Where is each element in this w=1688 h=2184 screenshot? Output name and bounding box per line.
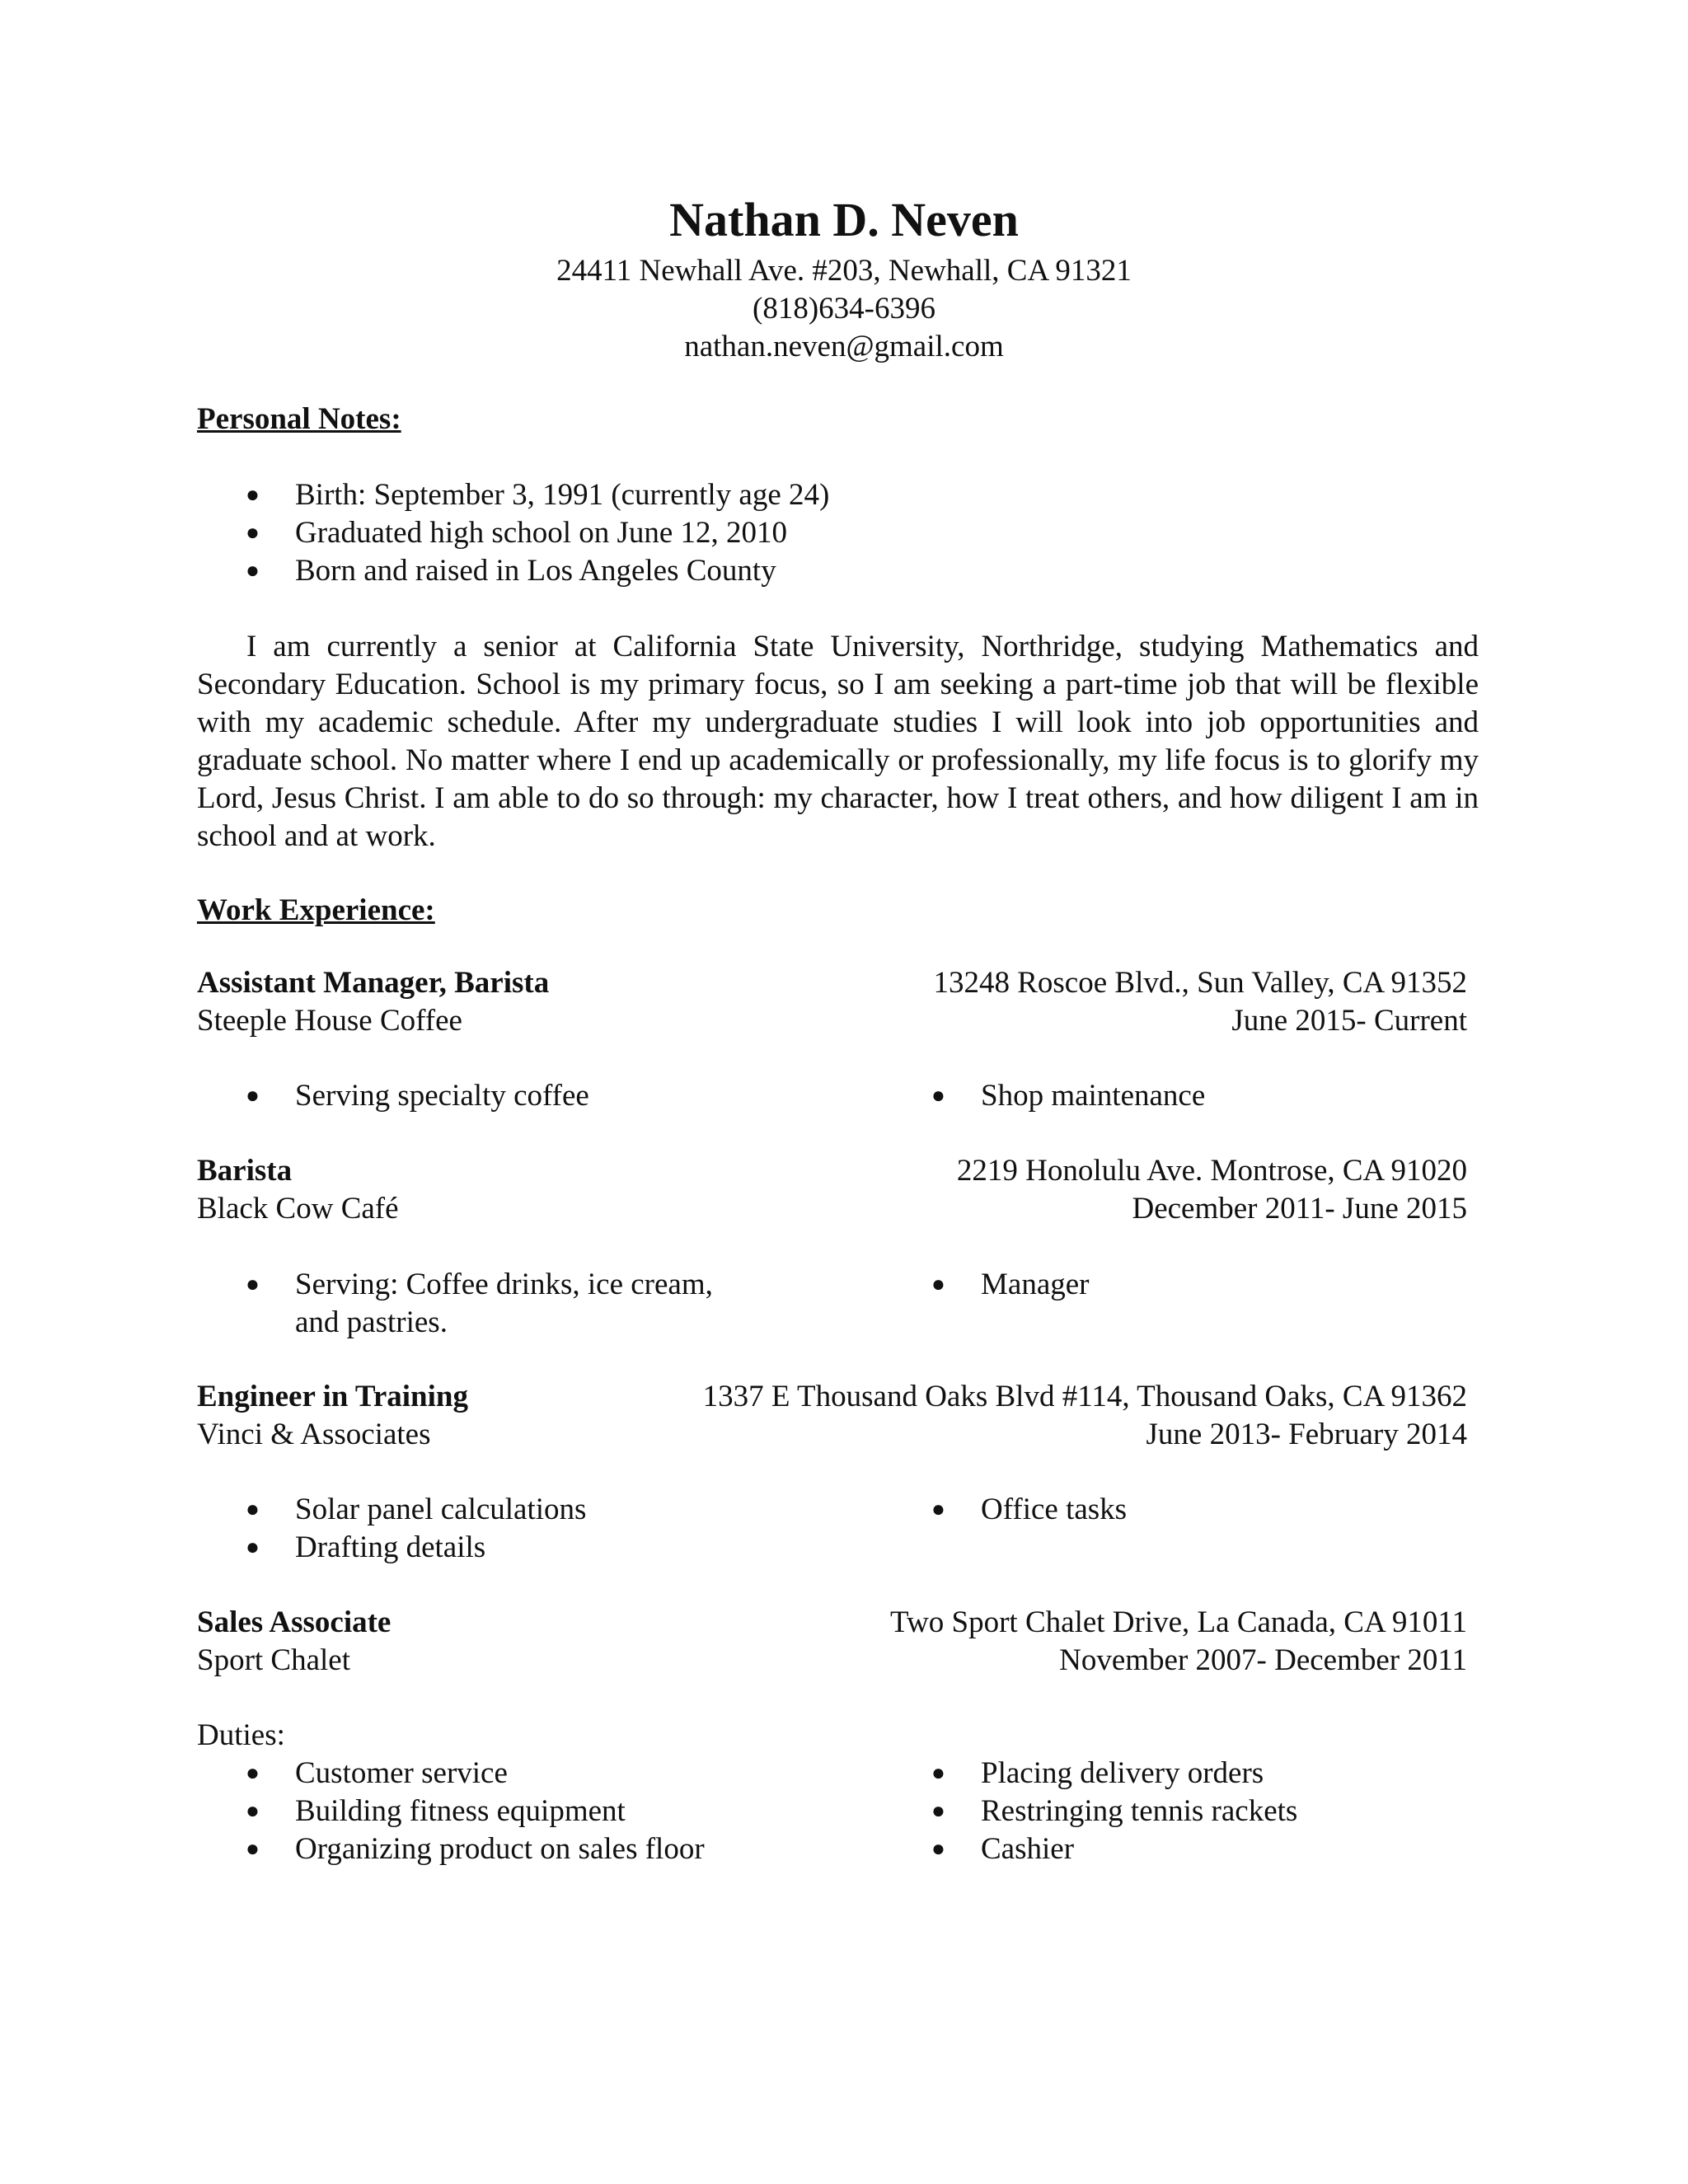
job-2-duties-left	[246, 1266, 790, 1342]
job-company: Vinci & Associates	[197, 1418, 431, 1451]
job-4-title-row	[197, 1604, 1467, 1642]
list-item: ● Solar panel calculations	[246, 1491, 823, 1529]
job-company: Black Cow Café	[197, 1192, 399, 1226]
list-item: ● Manager	[931, 1266, 1508, 1304]
list-item: ● Customer service	[246, 1755, 823, 1793]
job-2-duties-right	[931, 1266, 1508, 1304]
personal-notes-list	[246, 476, 1400, 590]
job-1-title-row	[197, 964, 1467, 1002]
job-1-duties-right	[931, 1077, 1508, 1115]
job-address: 13248 Roscoe Blvd., Sun Valley, CA 91352	[933, 966, 1467, 1000]
job-3-duties-right	[931, 1491, 1508, 1529]
list-item: ● Organizing product on sales floor	[246, 1830, 823, 1868]
applicant-phone: (818)634-6396	[753, 292, 935, 326]
list-item: ● Building fitness equipment	[246, 1793, 823, 1830]
list-item: ● Restringing tennis rackets	[931, 1793, 1508, 1830]
job-title: Engineer in Training	[197, 1380, 468, 1413]
job-dates: June 2013- February 2014	[1146, 1418, 1467, 1451]
personal-notes-heading: Personal Notes:	[197, 402, 401, 436]
list-item: ● Birth: September 3, 1991 (currently age 24)	[246, 476, 1400, 514]
applicant-address: 24411 Newhall Ave. #203, Newhall, CA 91321	[556, 254, 1132, 288]
job-3-duties-left	[246, 1491, 823, 1567]
job-3-company-row	[197, 1416, 1467, 1454]
job-address: Two Sport Chalet Drive, La Canada, CA 91011	[890, 1605, 1467, 1639]
job-4-duties-right	[931, 1755, 1508, 1868]
job-address: 1337 E Thousand Oaks Blvd #114, Thousand Oaks, CA 91362	[702, 1380, 1467, 1413]
job-dates: December 2011- June 2015	[1132, 1192, 1467, 1226]
duties-label: Duties:	[197, 1718, 285, 1752]
job-2-title-row	[197, 1152, 1467, 1190]
list-item: ● Shop maintenance	[931, 1077, 1508, 1115]
applicant-name: Nathan D. Neven	[669, 193, 1019, 246]
job-address: 2219 Honolulu Ave. Montrose, CA 91020	[956, 1154, 1467, 1188]
list-item: ● Drafting details	[246, 1529, 823, 1567]
job-1-duties-left	[246, 1077, 823, 1115]
personal-statement: I am currently a senior at California State University, Northridge, studying Mathematics and Secondary Education. School is my primary focus, so I am seeking a part-time job that will be flexible with my academic schedule. After my undergraduate studies I will look into job opportunities and graduate school. No matter where I end up academically or professionally, my life focus is to glorify my Lord, Jesus Christ. I am able to do so through: my character, how I treat others, and how diligent I am in school and at work.	[197, 630, 1479, 853]
job-4-company-row	[197, 1642, 1467, 1680]
list-item: ● Office tasks	[931, 1491, 1508, 1529]
list-item: ● Placing delivery orders	[931, 1755, 1508, 1793]
job-company: Steeple House Coffee	[197, 1004, 462, 1038]
job-1-company-row	[197, 1002, 1467, 1040]
job-title: Barista	[197, 1154, 293, 1188]
list-item: ● Graduated high school on June 12, 2010	[246, 514, 1400, 552]
list-item: ● Born and raised in Los Angeles County	[246, 552, 1400, 590]
applicant-email: nathan.neven@gmail.com	[684, 330, 1004, 363]
job-company: Sport Chalet	[197, 1643, 351, 1677]
list-item: ● Serving specialty coffee	[246, 1077, 823, 1115]
list-item: ● Serving: Coffee drinks, ice cream, and pastries.	[246, 1266, 757, 1342]
job-3-title-row	[197, 1378, 1467, 1416]
work-experience-heading: Work Experience:	[197, 893, 435, 927]
job-dates: November 2007- December 2011	[1059, 1643, 1467, 1677]
job-4-duties-left	[246, 1755, 823, 1868]
job-title: Assistant Manager, Barista	[197, 966, 550, 1000]
job-title: Sales Associate	[197, 1605, 392, 1639]
list-item: ● Cashier	[931, 1830, 1508, 1868]
job-2-company-row	[197, 1190, 1467, 1228]
job-dates: June 2015- Current	[1231, 1004, 1467, 1038]
